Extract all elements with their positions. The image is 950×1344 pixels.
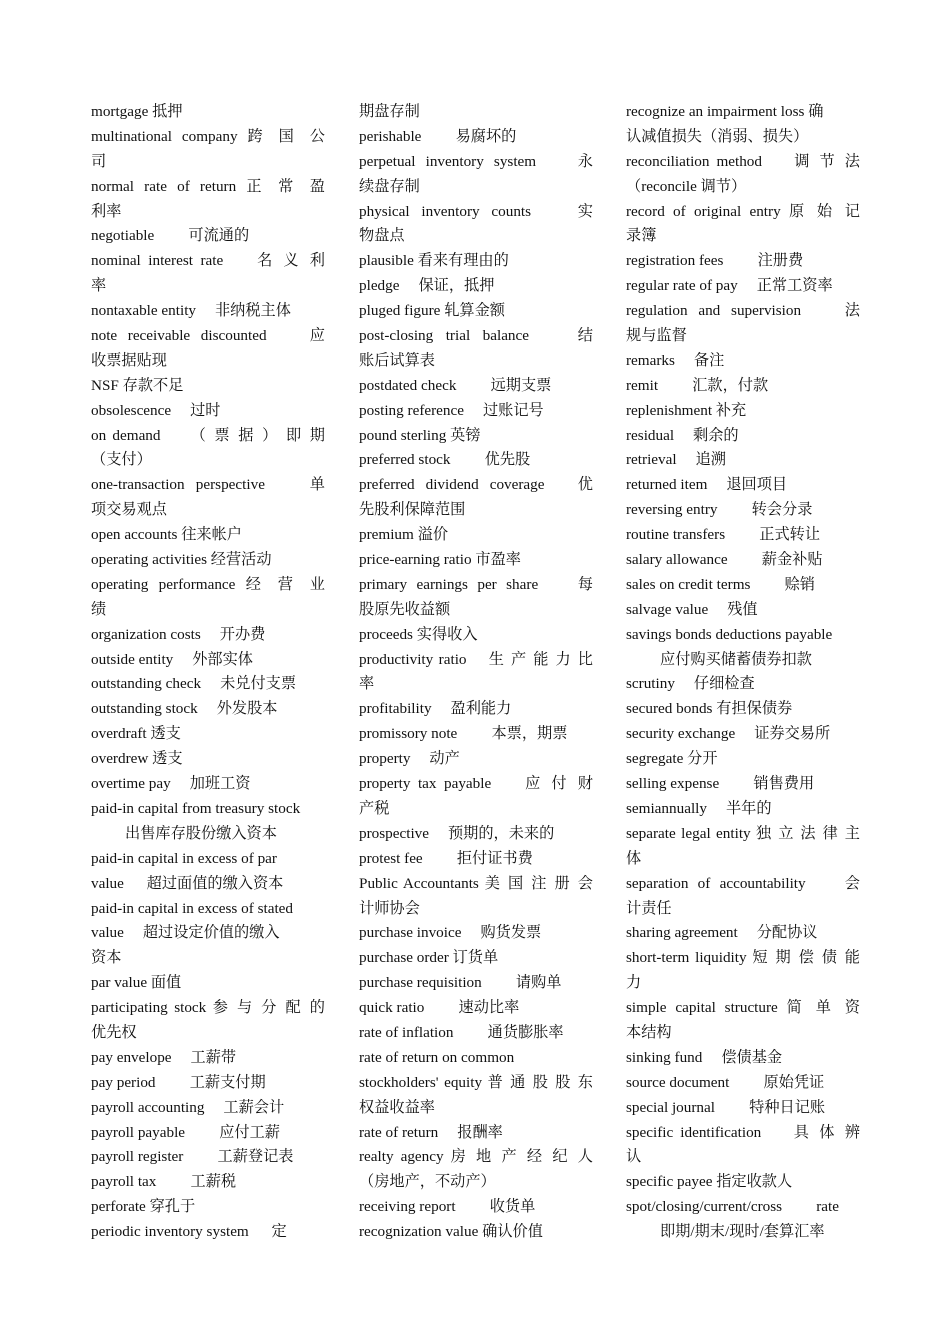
glossary-line: obsolescence 过时 (91, 401, 221, 419)
glossary-line: primary earnings per share 每 (359, 575, 593, 593)
glossary-line: preferred stock 优先股 (359, 451, 531, 469)
glossary-line: purchase invoice 购货发票 (359, 924, 542, 942)
glossary-line: payroll register 工薪登记表 (91, 1148, 294, 1166)
glossary-line: sinking fund 偿债基金 (626, 1048, 783, 1066)
glossary-line: multinational company 跨 国 公 (91, 127, 325, 145)
glossary-line: operating performance 经 营 业 (91, 575, 325, 593)
glossary-line: purchase order 订货单 (359, 949, 499, 967)
glossary-line: sales on credit terms 赊销 (626, 575, 815, 593)
glossary-line: perforate 穿孔于 (91, 1198, 196, 1216)
glossary-line: nominal interest rate 名 义 利 (91, 252, 325, 270)
glossary-line: 期盘存制 (359, 103, 420, 120)
glossary-line: salvage value 残值 (626, 600, 758, 618)
glossary-line: pound sterling 英镑 (359, 426, 481, 444)
glossary-line: regulation and supervision 法 (626, 302, 860, 320)
glossary-line: simple capital structure 简 单 资 (626, 999, 860, 1017)
glossary-line: stockholders' equity 普 通 股 股 东 (359, 1073, 593, 1091)
glossary-line: 利率 (91, 202, 122, 220)
glossary-line: sharing agreement 分配协议 (626, 924, 818, 942)
glossary-line: postdated check 远期支票 (359, 376, 552, 394)
glossary-line: outstanding check 未兑付支票 (91, 675, 297, 693)
glossary-line: semiannually 半年的 (626, 799, 772, 817)
glossary-line: note receivable discounted 应 (91, 327, 325, 345)
glossary-line: payroll accounting 工薪会计 (91, 1098, 285, 1116)
glossary-line: source document 原始凭证 (626, 1073, 825, 1091)
glossary-line: promissory note 本票，期票 (359, 725, 568, 743)
glossary-line: reconciliation method 调 节 法 (626, 152, 860, 170)
glossary-line: participating stock 参 与 分 配 的 (91, 999, 325, 1017)
glossary-line: profitability 盈利能力 (359, 700, 512, 718)
glossary-line: 产税 (359, 799, 390, 817)
glossary-line: short-term liquidity 短 期 偿 债 能 (626, 949, 860, 967)
glossary-line: Public Accountants 美 国 注 册 会 (359, 874, 593, 892)
glossary-line: regular rate of pay 正常工资率 (626, 277, 833, 295)
glossary-line: （房地产，不动产） (359, 1173, 496, 1191)
glossary-line: one-transaction perspective 单 (91, 476, 325, 494)
glossary-line: open accounts 往来帐户 (91, 526, 242, 544)
glossary-line: returned item 退回项目 (626, 476, 788, 494)
glossary-line: normal rate of return 正 常 盈 (91, 177, 325, 195)
glossary-column-2 (359, 100, 593, 1245)
glossary-line: residual 剩余的 (626, 426, 739, 444)
glossary-line: 体 (626, 849, 642, 867)
glossary-line: nontaxable entity 非纳税主体 (91, 302, 291, 320)
glossary-line: outside entity 外部实体 (91, 650, 253, 668)
glossary-line: perpetual inventory system 永 (359, 152, 593, 170)
glossary-line: productivity ratio 生 产 能 力 比 (359, 650, 593, 668)
glossary-line: payroll tax 工薪税 (91, 1173, 237, 1191)
glossary-line: outstanding stock 外发股本 (91, 700, 278, 718)
glossary-line: NSF 存款不足 (91, 376, 184, 394)
glossary-line: prospective 预期的，未来的 (359, 824, 555, 842)
glossary-line: posting reference 过账记号 (359, 401, 544, 419)
glossary-line: 认减值损失（消弱、损失） (626, 127, 809, 145)
glossary-line: 计师协会 (359, 899, 420, 917)
glossary-line: proceeds 实得收入 (359, 625, 478, 643)
glossary-column-1 (91, 100, 325, 1245)
glossary-line: pay period 工薪支付期 (91, 1073, 266, 1091)
glossary-line: 资本 (91, 949, 122, 967)
glossary-line: 先股利保障范围 (359, 501, 466, 519)
glossary-line: post-closing trial balance 结 (359, 327, 593, 345)
glossary-line: 力 (626, 974, 642, 992)
glossary-line: salary allowance 薪金补贴 (626, 551, 823, 569)
glossary-line: 账后试算表 (359, 351, 435, 369)
glossary-line: 出售库存股份缴入资本 (125, 824, 277, 842)
glossary-line: 优先权 (91, 1023, 137, 1041)
glossary-line: selling expense 销售费用 (626, 775, 815, 793)
glossary-line: 项交易观点 (91, 501, 167, 519)
glossary-line: retrieval 追溯 (626, 451, 726, 469)
glossary-line: value 超过设定价值的缴入 (91, 924, 280, 942)
glossary-line: rate of return 报酬率 (359, 1123, 503, 1141)
glossary-line: 录簿 (626, 227, 657, 245)
glossary-column-3 (626, 100, 860, 1245)
glossary-line: 司 (91, 152, 107, 170)
glossary-line: remit 汇款，付款 (626, 376, 769, 394)
glossary-line: reversing entry 转会分录 (626, 501, 813, 519)
glossary-line: rate of return on common (359, 1048, 515, 1066)
glossary-line: （支付） (91, 451, 152, 469)
glossary-line: 认 (626, 1148, 642, 1166)
glossary-line: specific identification 具 体 辨 (626, 1123, 860, 1141)
glossary-line: registration fees 注册费 (626, 252, 804, 270)
glossary-line: 即期/期末/现时/套算汇率 (660, 1223, 825, 1241)
glossary-line: pay envelope 工薪带 (91, 1048, 237, 1066)
glossary-line: periodic inventory system 定 (91, 1223, 287, 1241)
glossary-line: spot/closing/current/cross rate (626, 1198, 839, 1216)
glossary-line: 计责任 (626, 899, 672, 917)
glossary-line: physical inventory counts 实 (359, 202, 593, 220)
glossary-line: receiving report 收货单 (359, 1198, 536, 1216)
glossary-line: 率 (359, 675, 375, 693)
glossary-line: paid-in capital in excess of stated (91, 899, 294, 917)
glossary-line: scrutiny 仔细检查 (626, 675, 755, 693)
glossary-line: negotiable 可流通的 (91, 227, 250, 245)
glossary-line: on demand （ 票 据 ） 即 期 (91, 426, 325, 444)
glossary-line: purchase requisition 请购单 (359, 974, 562, 992)
glossary-line: paid-in capital in excess of par (91, 849, 277, 867)
glossary-line: savings bonds deductions payable (626, 625, 833, 643)
glossary-line: recognization value 确认价值 (359, 1223, 543, 1241)
glossary-line: payroll payable 应付工薪 (91, 1123, 280, 1141)
glossary-line: 应付购买储蓄债券扣款 (660, 650, 812, 668)
glossary-line: value 超过面值的缴入资本 (91, 874, 284, 892)
glossary-line: specific payee 指定收款人 (626, 1173, 793, 1191)
glossary-line: premium 溢价 (359, 526, 449, 544)
glossary-line: property 动产 (359, 750, 460, 768)
glossary-line: 规与监督 (626, 327, 687, 345)
glossary-line: secured bonds 有担保债券 (626, 700, 793, 718)
glossary-line: mortgage 抵押 (91, 103, 183, 120)
glossary-line: overdraft 透支 (91, 725, 181, 743)
glossary-line: special journal 特种日记账 (626, 1098, 826, 1116)
glossary-line: preferred dividend coverage 优 (359, 476, 593, 494)
glossary-line: recognize an impairment loss 确 (626, 103, 824, 120)
glossary-line: 股原先收益额 (359, 600, 451, 618)
glossary-line: realty agency 房 地 产 经 纪 人 (359, 1148, 593, 1166)
glossary-line: property tax payable 应 付 财 (359, 775, 593, 793)
glossary-line: security exchange 证券交易所 (626, 725, 831, 743)
glossary-line: 物盘点 (359, 227, 405, 245)
glossary-line: 续盘存制 (359, 177, 420, 195)
glossary-line: quick ratio 速动比率 (359, 999, 520, 1017)
glossary-line: plausible 看来有理由的 (359, 252, 509, 270)
glossary-line: replenishment 补充 (626, 401, 747, 419)
glossary-line: 权益收益率 (359, 1098, 435, 1116)
glossary-line: record of original entry 原 始 记 (626, 202, 860, 220)
glossary-line: price-earning ratio 市盈率 (359, 551, 521, 569)
glossary-line: remarks 备注 (626, 351, 725, 369)
glossary-line: segregate 分开 (626, 750, 718, 768)
glossary-line: organization costs 开办费 (91, 625, 266, 643)
glossary-line: overdrew 透支 (91, 750, 183, 768)
glossary-line: separation of accountability 会 (626, 874, 860, 892)
glossary-line: 率 (91, 277, 107, 295)
glossary-line: overtime pay 加班工资 (91, 775, 251, 793)
glossary-line: 绩 (91, 600, 107, 618)
glossary-line: protest fee 拒付证书费 (359, 849, 533, 867)
glossary-line: pledge 保证，抵押 (359, 277, 495, 295)
glossary-line: routine transfers 正式转让 (626, 526, 821, 544)
glossary-line: 收票据贴现 (91, 351, 167, 369)
glossary-line: 本结构 (626, 1023, 672, 1041)
glossary-line: （reconcile 调节） (626, 177, 747, 195)
glossary-line: perishable 易腐坏的 (359, 127, 517, 145)
glossary-line: pluged figure 轧算金额 (359, 302, 505, 320)
glossary-line: rate of inflation 通货膨胀率 (359, 1023, 564, 1041)
glossary-line: separate legal entity 独 立 法 律 主 (626, 824, 860, 842)
glossary-line: paid-in capital from treasury stock (91, 799, 301, 817)
glossary-line: operating activities 经营活动 (91, 551, 272, 569)
glossary-line: par value 面值 (91, 974, 182, 992)
